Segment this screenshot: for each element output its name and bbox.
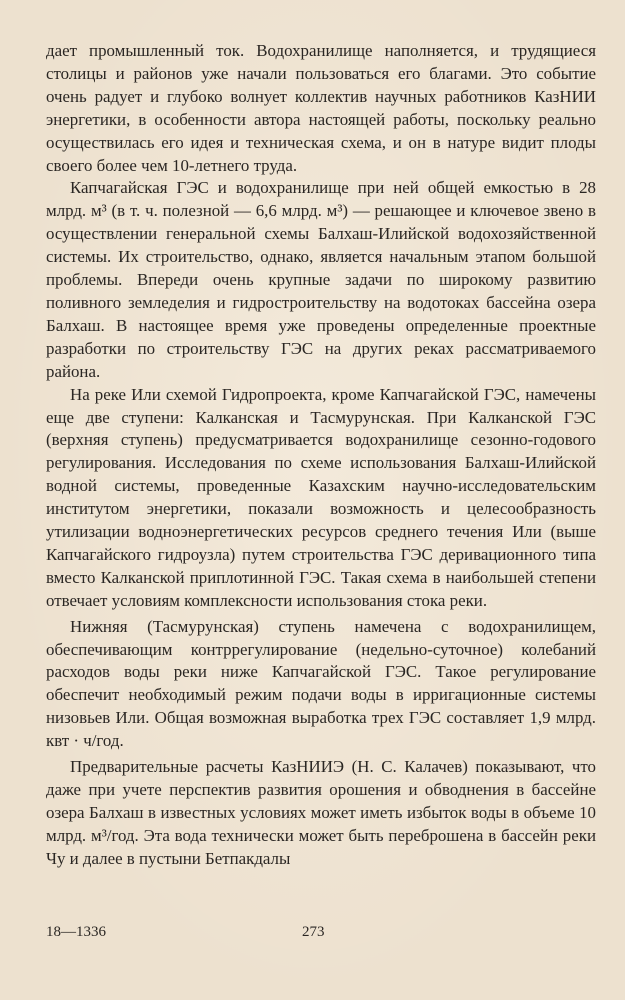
page-number: 273 xyxy=(302,924,325,940)
paragraph-continuation: дает промышленный ток. Водохранилище наполняется, и трудящиеся столицы и районов уже начали пользоваться его благами. Это событие очень радует и глубоко волнует коллектив научных работников КазНИИ энергетики, в особенности автора настоящей работы, поскольку реально осуществилась его идея и техническая схема, и он в натуре видит плоды своего более чем 10-летнего труда. xyxy=(46,41,596,175)
paragraph-tasmurun: Нижняя (Тасмурунская) ступень намечена с водохранилищем, обеспечивающим контррегулирование (недельно-суточное) колебаний расходов воды реки ниже Капчагайской ГЭС. Такое регулирование обеспечит необходимый режим подачи воды в ирригационные системы низовьев Или. Общая возможная выработка трех ГЭС составляет 1,9 млрд. квт · ч/год. xyxy=(46,616,596,751)
paragraph-calculations: Предварительные расчеты КазНИИЭ (Н. С. Калачев) показывают, что даже при учете перспектив развития орошения и обводнения в бассейне озера Балхаш в известных условиях может иметь избыток воды в объеме 10 млрд. м³/год. Эта вода технически может быть переброшена в бассейн реки Чу и далее в пустыни Бетпакдалы xyxy=(46,757,596,868)
paragraph-ili-stages: На реке Или схемой Гидропроекта, кроме Капчагайской ГЭС, намечены еще две ступени: Калканская и Тасмурунская. При Калканской ГЭС (верхняя ступень) предусматривается водохранилище сезонно-годового регулирования. Исследования по схеме использования Балхаш-Илийской водной системы, проведенные Казахским научно-исследовательским институтом энергетики, показали возможность и целесообразность утилизации водноэнергетических ресурсов среднего течения Или (выше Капчагайского гидроузла) путем строительства ГЭС деривационного типа вместо Калканской приплотинной ГЭС. Такая схема в наибольшей степени отвечает условиям комплексности использования стока реки. xyxy=(46,384,596,610)
paragraph-kapchagay: Капчагайская ГЭС и водохранилище при ней общей емкостью в 28 млрд. м³ (в т. ч. полезной — 6,6 млрд. м³) — решающее и ключевое звено в осуществлении генеральной схемы Балхаш-Илийской водохозяйственной системы. Их строительство, однако, является начальным этапом большой проблемы. Впереди очень крупные задачи по широкому развитию поливного земледелия и гидростроительству на водотоках бассейна озера Балхаш. В настоящее время уже проведены определенные проектные разработки по строительству ГЭС на других реках рассматриваемого района. xyxy=(46,178,596,381)
signature-code: 18—1336 xyxy=(46,924,106,940)
body-text xyxy=(46,40,596,871)
pencil-mark-icon xyxy=(504,764,514,770)
